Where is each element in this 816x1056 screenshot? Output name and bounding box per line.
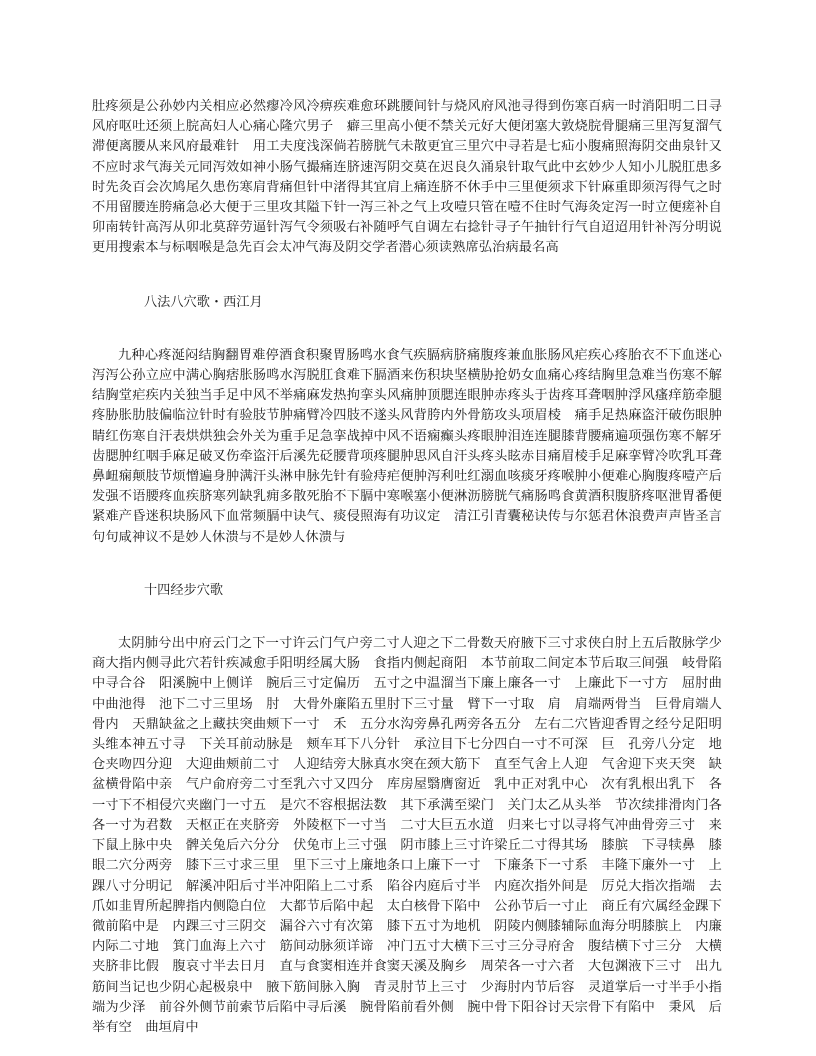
spacer <box>92 601 722 634</box>
section-heading-shisijing: 十四经步穴歌 <box>144 582 224 598</box>
continuation-paragraph: 肚疼须是公孙妙内关相应必然瘳冷风冷痹疾难愈环跳腰间针与烧风府风池寻得到伤寒百病一时消阳明二日寻风府呕吐还须上脘高妇人心痛心隆穴男子 癖三里高小便不禁关元好大便闭塞大敦烧脘骨腿痛三里泻复溜气滞便离腰从来风府最难针 用工夫度浅深倘若膀胱气未散更宜三里穴中寻若是七疝小腹痛照海阴交曲泉针又不应时求气海关元同泻效如神小肠气撮痛连脐速泻阴交莫在迟良久涌泉针取气此中玄妙少人知小儿脱肛患多时先灸百会次鸠尾久患伤寒肩背痛但针中渚得其宜肩上痛连脐不休手中三里便须求下针麻重即须泻得气之时不用留腰连胯痛急必大便于三里攻其隘下针一泻三补之气上攻噎只管在噎不住时气海灸定泻一时立便瘥补自卯南转针高泻从卯北莫辞劳逼针泻气令须吸右补随呼气自调左右捻针寻子午抽针行气自迢迢用针补泻分明说更用搜索本与标咽喉是急先百会太冲气海及阴交学者潜心须读熟席弘治病最名高 <box>92 99 722 256</box>
spacer <box>92 259 722 293</box>
section-body-shisijing: 太阴肺兮出中府云门之下一寸许云门气户旁二寸人迎之下二骨数天府腋下三寸求侠白肘上五后散脉学少商大指内侧寻此穴若针疾减愈手阳明经属大肠 食指内侧起商阳 本节前取二间定本节后取三间强 岐骨陷中寻合谷 阳溪腕中上侧详 腕后三寸定偏历 五寸之中温溜当下廉上廉各一寸 上廉此下一寸方 屈肘曲中曲池得 池下二寸三里场 肘 大骨外廉陷五里肘下三寸量 臂下一寸取 肩 肩端两骨当 巨骨肩端人骨内 天鼎缺盆之上藏扶突曲颊下一寸 禾 五分水沟旁鼻孔两旁各五分 左右二穴皆迎香胃之经兮足阳明 头维本神五寸寻 下关耳前动脉是 颊车耳下八分针 承泣目下七分四白一寸不可深 巨 孔旁八分定 地仓夹吻四分迎 大迎曲颊前二寸 人迎结旁大脉真水突在颈大筋下 直至气舍上人迎 气舍迎下夹天突 缺盆横骨陷中亲 气户俞府旁二寸至乳六寸又四分 库房屋翳膺窗近 乳中正对乳中心 次有乳根出乳下 各一寸下不相侵穴夹幽门一寸五 是穴不容根据法数 其下承满至梁门 关门太乙从头举 节次续排滑肉门各各一寸为君数 天枢正在夹脐旁 外陵枢下一寸当 二寸大巨五水道 归来七寸以寻将气冲曲骨旁三寸 来下鼠上脉中央 髀关兔后六分分 伏兔市上三寸强 阴市膝上三寸许梁丘二寸得其场 膝膑 下寻犊鼻 膝眼二穴分两旁 膝下三寸求三里 里下三寸上廉地条口上廉下一寸 下廉条下一寸系 丰隆下廉外一寸 上踝八寸分明记 解溪冲阳后寸半冲阳陷上二寸系 陷谷内庭后寸半 内庭次指外间是 厉兑大指次指端 去爪如韭胃所起脾指内侧隐白位 大都节后陷中起 太白核骨下陷中 公孙节后一寸止 商丘有穴属经金踝下微前陷中是 内踝三寸三阴交 漏谷六寸有次第 膝下五寸为地机 阴陵内侧膝辅际血海分明膝膑上 内廉内际二寸地 箕门血海上六寸 筋间动脉须详谛 冲门五寸大横下三寸三分寻府舍 腹结横下寸三分 大横夹脐非比假 腹哀寸半去日月 直与食窦相连并食窦天溪及胸乡 周荣各一寸六者 大包渊液下三寸 出九筋间当记也少阴心起极泉中 腋下筋间脉入胸 青灵肘节上三寸 少海肘内节后容 灵道掌后一寸半手小指端为少泽 前谷外侧节前索节后陷中寻后溪 腕骨陷前看外侧 腕中骨下阳谷讨天宗骨下有陷中 秉风 后举有空 曲垣肩中 <box>92 636 736 1035</box>
spacer <box>92 313 722 346</box>
section-body-bafa: 九种心疼涎闷结胸翻胃难停酒食积聚胃肠鸣水食气疾膈病脐痛腹疼兼血胀肠风疟疾心疼胎衣不下血迷心泻泻公孙立应中满心胸痞胀肠鸣水泻脱肛食难下膈酒来伤积块坚横胁抢奶女血痛心疼结胸里急难当伤寒不解结胸堂疟疾内关独当手足中风不举痛麻发热拘挛头风痛肿顶腮连眼肿赤疼头于齿疼耳聋咽肿浮风瘙痒筋牵腿疼胁胀肋肢偏临泣针时有验肢节肿痛臂冷四肢不遂头风背胯内外骨筋攻头项眉棱 痛手足热麻盗汗破伤眼肿睛红伤寒自汗表烘烘独会外关为重手足急挛战掉中风不语痫癫头疼眼肿泪连连腿膝背腰痛遍项强伤寒不解牙齿腮肿红咽手麻足破叉伤牵盗汗后溪先砭腰背项疼腿肿思风自汗头疼头眩赤目痛眉棱手足麻挛臂冷吹乳耳聋鼻衄痫颠肢节烦憎遍身肿满汗头淋申脉先针有验痔疟便肿泻利吐红溺血咳痰牙疼喉肿小便难心胸腹疼噎产后发强不语腰疼血疾脐寒列缺乳痈多散死胎不下膈中寒喉塞小便淋沥膀胱气痛肠鸣食黄酒积腹脐疼呕泄胃番便紧难产昏迷积块肠风下血常频膈中诀气、痰侵照海有功议定 清江引青囊秘诀传与尔惩君休浪费声声皆圣言句句咸神议不是妙人休溃与不是妙人休溃与 <box>92 347 722 545</box>
document-page <box>92 97 736 1038</box>
spacer <box>92 548 722 581</box>
section-heading-bafa: 八法八穴歌・西江月 <box>144 294 263 310</box>
